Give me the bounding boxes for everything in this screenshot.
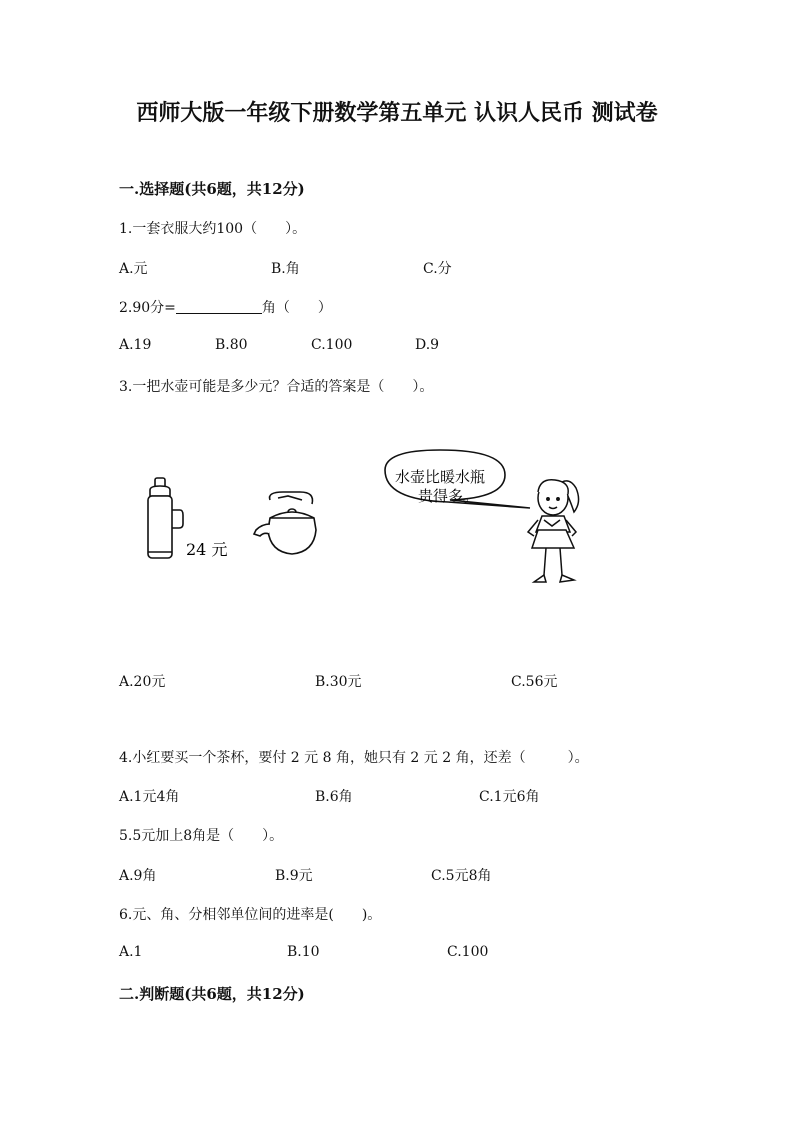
- question-1: 1.一套衣服大约100（ ）。: [119, 221, 307, 237]
- q2-option-b[interactable]: B.80: [215, 337, 248, 353]
- section-heading-judgement: 二.判断题(共6题，共12分): [119, 985, 305, 1003]
- q5-option-a[interactable]: A.9角: [119, 868, 157, 884]
- price-label: 24 元: [186, 540, 228, 559]
- q4-option-b[interactable]: B.6角: [315, 789, 353, 805]
- speech-line-2: 贵得多。: [418, 487, 479, 505]
- question-3: 3.一把水壶可能是多少元？合适的答案是（ ）。: [119, 379, 434, 395]
- q3-illustration: [130, 460, 610, 635]
- q3-option-c[interactable]: C.56元: [511, 674, 558, 690]
- question-5: 5.5元加上8角是（ ）。: [119, 828, 284, 844]
- page-title: 西师大版一年级下册数学第五单元 认识人民币 测试卷: [136, 100, 658, 126]
- q4-option-a[interactable]: A.1元4角: [119, 789, 180, 805]
- q2-option-c[interactable]: C.100: [311, 337, 353, 353]
- q1-option-b[interactable]: B.角: [271, 261, 300, 277]
- kettle-icon: [254, 492, 316, 554]
- kettle-thermos-girl-figure: [130, 460, 610, 635]
- question-4: 4.小红要买一个茶杯，要付 2 元 8 角，她只有 2 元 2 角，还差（ ）。: [119, 750, 589, 766]
- thermos-icon: [148, 478, 183, 558]
- q1-option-a[interactable]: A.元: [119, 261, 148, 277]
- q1-option-c[interactable]: C.分: [423, 261, 452, 277]
- q2-text-after: 角（ ）: [261, 300, 332, 316]
- q2-option-d[interactable]: D.9: [415, 337, 440, 353]
- q4-option-c[interactable]: C.1元6角: [479, 789, 540, 805]
- q2-text-before: 2.90分=: [119, 300, 176, 316]
- q3-option-b[interactable]: B.30元: [315, 674, 362, 690]
- speech-line-1: 水壶比暖水瓶: [395, 468, 486, 486]
- q6-option-a[interactable]: A.1: [119, 944, 143, 960]
- q2-option-a[interactable]: A.19: [119, 337, 152, 353]
- question-2: [119, 297, 332, 317]
- q3-option-a[interactable]: A.20元: [119, 674, 166, 690]
- question-6: 6.元、角、分相邻单位间的进率是( )。: [119, 907, 382, 923]
- q5-option-b[interactable]: B.9元: [275, 868, 313, 884]
- q5-option-c[interactable]: C.5元8角: [431, 868, 492, 884]
- section-heading-choice: 一.选择题(共6题，共12分): [119, 180, 305, 198]
- q6-option-b[interactable]: B.10: [287, 944, 320, 960]
- girl-icon: [528, 480, 579, 582]
- q6-option-c[interactable]: C.100: [447, 944, 489, 960]
- answer-blank[interactable]: [176, 299, 262, 314]
